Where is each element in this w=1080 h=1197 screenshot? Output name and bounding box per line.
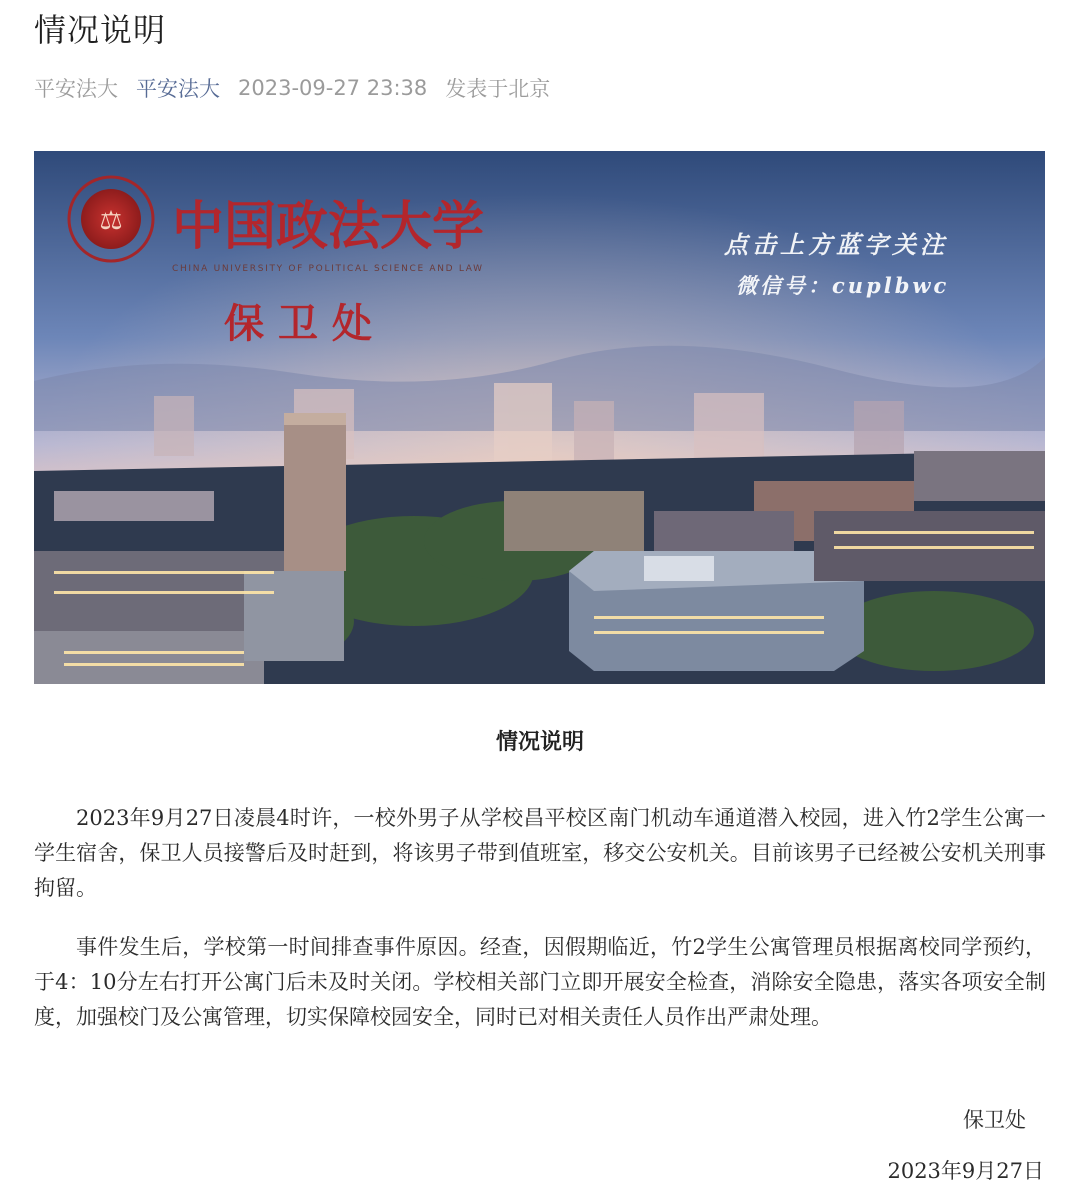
paragraph-2: 事件发生后，学校第一时间排查事件原因。经查，因假期临近，竹2学生公寓管理员根据离校同学预约，于4：10分左右打开公寓门后未及时关闭。学校相关部门立即开展安全检查，消除安全隐患，落实各项安全制度，加强校门及公寓管理，切实保障校园安全，同时已对相关责任人员作出严肃处理。 [34, 935, 1046, 1029]
author-name: 平安法大 [34, 77, 118, 101]
publish-location: 发表于北京 [445, 77, 551, 101]
paragraph-1: 2023年9月27日凌晨4时许，一校外男子从学校昌平校区南门机动车通道潜入校园，进入竹2学生公寓一学生宿舍，保卫人员接警后及时赶到，将该男子带到值班室，移交公安机关。目前该男子已经被公安机关刑事拘留。 [34, 806, 1046, 900]
signature-date: 2023年9月27日 [887, 1159, 1044, 1183]
article-meta [34, 70, 568, 106]
svg-text:⚖: ⚖ [99, 206, 123, 236]
account-link[interactable]: 平安法大 [136, 77, 220, 101]
banner-university-name-en: CHINA UNIVERSITY OF POLITICAL SCIENCE AND LAW [172, 264, 482, 274]
banner-follow-prompt: 点击上方蓝字关注 [724, 230, 948, 259]
signature: 保卫处 [963, 1108, 1026, 1132]
banner-wechat-id: 微信号：cuplbwc [736, 273, 950, 298]
article-title: 情况说明 [34, 11, 167, 49]
banner-image [34, 151, 1045, 684]
publish-time: 2023-09-27 23:38 [238, 76, 428, 100]
banner-university-name: 中国政法大学 [172, 196, 485, 257]
banner-department: 保卫处 [224, 300, 386, 347]
article-heading: 情况说明 [495, 729, 584, 755]
